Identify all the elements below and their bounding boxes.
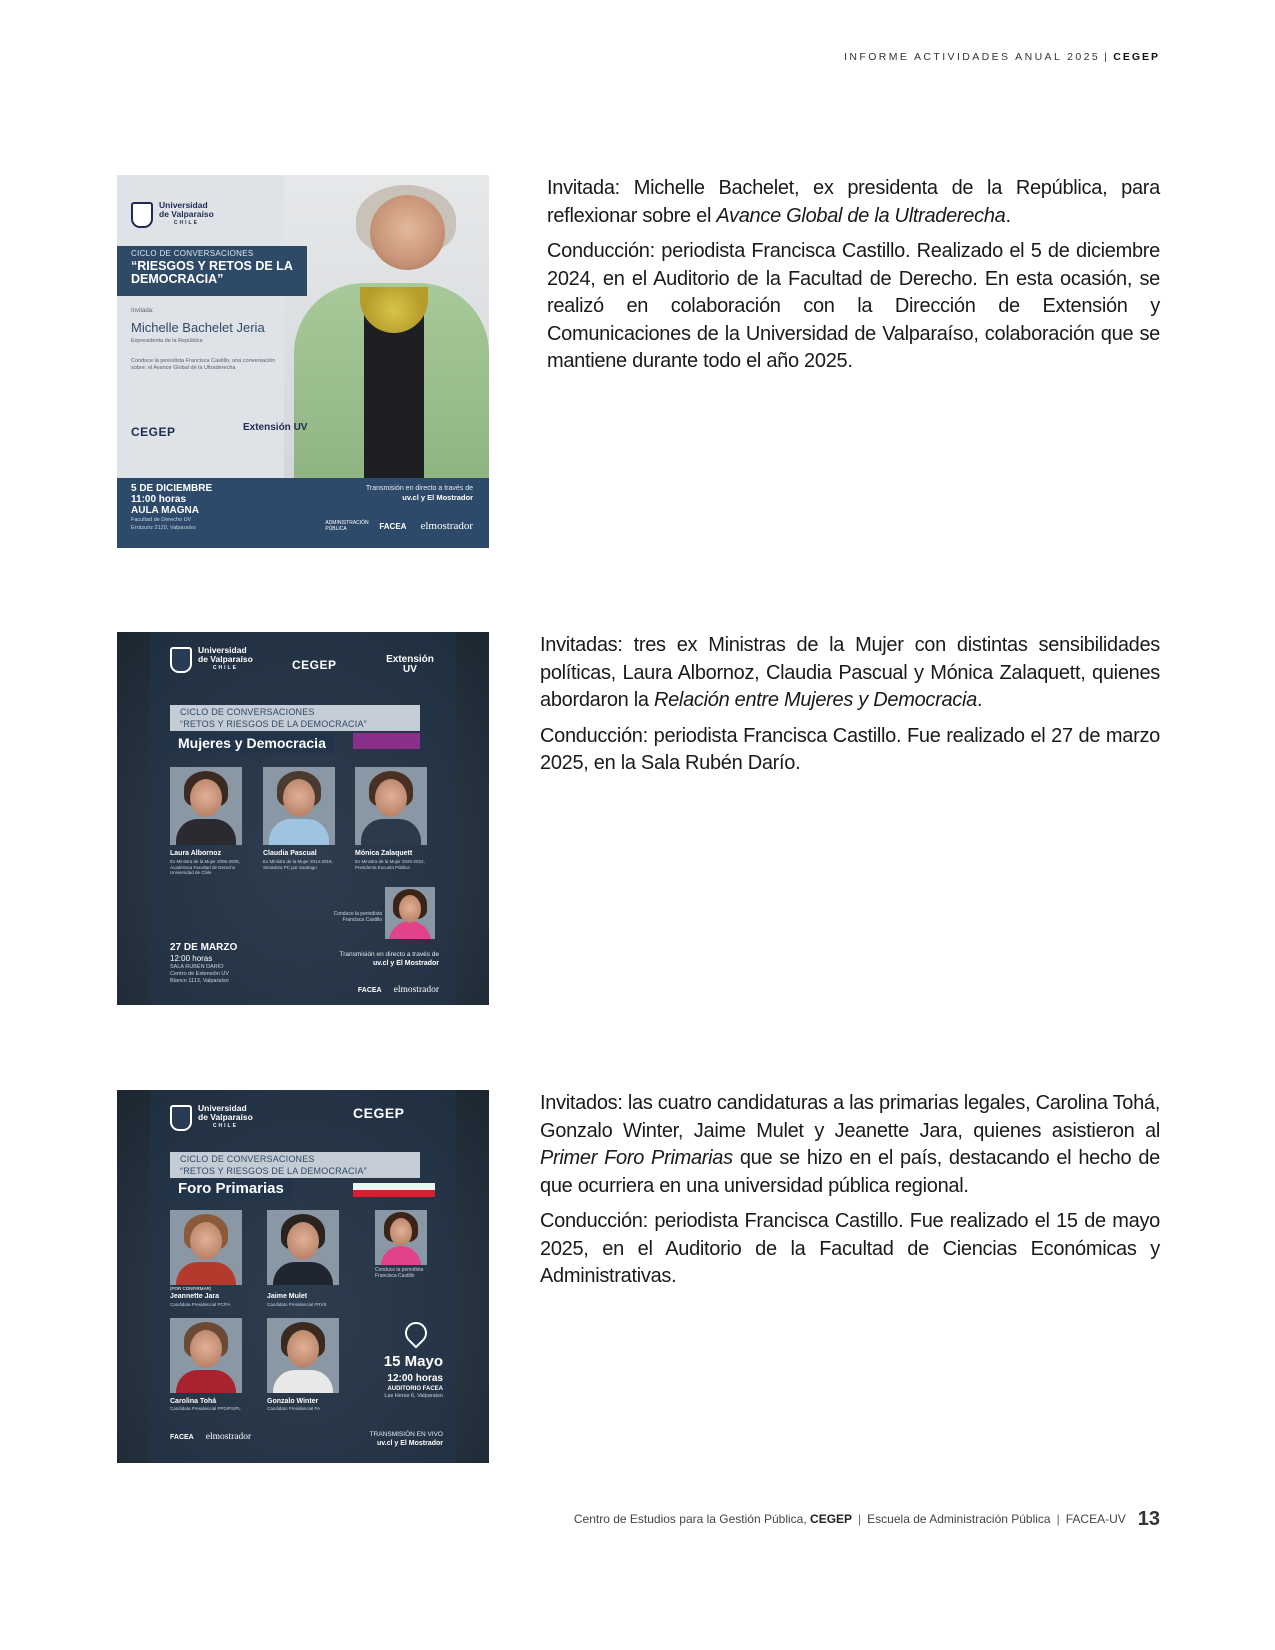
portrait-castillo — [385, 887, 435, 939]
person-name: Carolina Tohá — [170, 1398, 217, 1405]
running-header: INFORME ACTIVIDADES ANUAL 2025 | CEGEP — [844, 51, 1160, 63]
person-role: Ex Ministra de la Mujer 2006-2009, Académica Facultad de Derecho Universidad de Chile — [170, 859, 240, 875]
poster-title-band: CICLO DE CONVERSACIONES “RIESGOS Y RETOS DE LA DEMOCRACIA” — [117, 246, 307, 296]
event-entry-mujeres — [117, 632, 1160, 1007]
event-entry-foro-primarias — [117, 1090, 1160, 1465]
pending-badge: (POR CONFIRMAR) — [170, 1286, 212, 1291]
extension-uv-logo: Extensión UV — [243, 422, 308, 433]
header-org: CEGEP — [1113, 51, 1160, 63]
uv-crest-icon — [131, 202, 153, 228]
guest-role: Expresidenta de la República — [131, 338, 203, 344]
page-number: 13 — [1137, 1508, 1160, 1530]
uv-logo: Universidad de Valparaíso CHILE — [131, 201, 214, 228]
uv-crest-icon — [170, 1105, 192, 1131]
portrait-toha — [170, 1318, 242, 1393]
portrait-mulet — [267, 1210, 339, 1285]
event-description — [547, 175, 1160, 384]
extension-uv-logo: Extensión UV — [386, 654, 434, 675]
portrait-albornoz — [170, 767, 242, 845]
footer-org: Centro de Estudios para la Gestión Pública, — [573, 1512, 807, 1526]
portrait-castillo — [375, 1210, 427, 1265]
footer-faculty: FACEA-UV — [1065, 1512, 1126, 1526]
poster-conduct: Conduce la periodista Francisca Castillo — [375, 1267, 424, 1279]
poster-date: 15 Mayo 12:00 horas AUDITORIO FACEA Las Heras 6, Valparaíso — [383, 1353, 443, 1399]
event-poster-bachelet — [117, 175, 489, 548]
poster-date: 5 DE DICIEMBRE 11:00 horas AULA MAGNA Facultad de Derecho UV Errázuriz 2120, Valparaíso — [131, 483, 213, 531]
person-role: Candidato Presidencial FA — [267, 1406, 321, 1411]
event-poster-mujeres — [117, 632, 489, 1005]
person-name: Laura Albornoz — [170, 850, 222, 857]
person-name: Claudia Pascual — [263, 850, 317, 857]
footer-school: Escuela de Administración Pública — [867, 1512, 1051, 1526]
portrait-winter — [267, 1318, 339, 1393]
event-conduct-paragraph: Conducción: periodista Francisca Castillo. Fue realizado el 27 de marzo 2025, en la Sala Rubén Darío. — [540, 724, 1160, 774]
cegep-logo: CEGEP — [353, 1105, 405, 1121]
event-guests-paragraph: Invitadas: tres ex Ministras de la Mujer con distintas sensibilidades políticas, Laura Albornoz, Claudia Pascual y Mónica Zalaquett, quienes abordaron la Relación entre Mujeres y Democracia. — [540, 634, 1160, 711]
person-role: Ex Ministra de la Mujer 2020-2022, Presidenta Escuela Pública — [355, 859, 425, 870]
poster-title-band: CICLO DE CONVERSACIONES “RETOS Y RIESGOS DE LA DEMOCRACIA” — [170, 1152, 420, 1178]
portrait-jara — [170, 1210, 242, 1285]
event-description — [540, 1090, 1160, 1299]
event-description — [540, 632, 1160, 786]
guest-photo — [284, 175, 489, 478]
guest-label: Invitada: — [131, 308, 154, 314]
poster-partner-logos: FACEA elmostrador — [170, 1432, 252, 1442]
page-footer: Centro de Estudios para la Gestión Pública, CEGEP | Escuela de Administración Pública | FACEA-UV 13 — [573, 1508, 1160, 1530]
poster-subject: Mujeres y Democracia — [170, 733, 334, 753]
person-name: Jeannette Jara — [170, 1293, 220, 1300]
portrait-zalaquett — [355, 767, 427, 845]
person-role: Candidato Presidencial FRVS — [267, 1302, 327, 1307]
event-conduct-paragraph: Conducción: periodista Francisca Castillo. Fue realizado el 15 de mayo 2025, en el Auditorio de la Facultad de Ciencias Económicas y Administrativas. — [540, 1210, 1160, 1287]
poster-conduct: Conduce la periodista Francisca Castillo — [333, 911, 382, 923]
poster-transmission: Transmisión en directo a través de uv.cl y El Mostrador — [339, 951, 439, 967]
event-poster-foro-primarias — [117, 1090, 489, 1463]
uv-crest-icon — [170, 647, 192, 673]
person-name: Gonzalo Winter — [267, 1398, 319, 1405]
poster-date: 27 DE MARZO 12:00 horas SALA RUBÉN DARÍO Centro de Extensión UV Blanco 1113, Valparaíso — [170, 942, 238, 984]
portrait-pascual — [263, 767, 335, 845]
person-name: Mónica Zalaquett — [355, 850, 413, 857]
person-role: Candidata Presidencial PPD/PS/PL — [170, 1406, 241, 1411]
event-conduct-paragraph: Conducción: periodista Francisca Castillo. Realizado el 5 de diciembre 2024, en el Auditorio de la Facultad de Derecho. En esta ocasión, se realizó en colaboración con la Dirección de Extensión y Comunicaciones de la Universidad de Valparaíso, colaboración que se mantiene durante todo el año 2025. — [547, 240, 1160, 372]
cegep-logo: CEGEP — [292, 658, 337, 672]
footer-org-acronym: CEGEP — [810, 1512, 853, 1526]
guest-name: Michelle Bachelet Jeria — [131, 320, 265, 335]
poster-transmission: TRANSMISIÓN EN VIVO uv.cl y El Mostrador — [369, 1431, 443, 1447]
person-role: Ex Ministra de la Mujer 2014-2018, Senadora PC por Santiago — [263, 859, 333, 870]
event-guests-paragraph: Invitada: Michelle Bachelet, ex presidenta de la República, para reflexionar sobre el Avance Global de la Ultraderecha. — [547, 177, 1160, 227]
report-title: INFORME ACTIVIDADES ANUAL 2025 — [844, 51, 1101, 63]
person-name: Jaime Mulet — [267, 1293, 308, 1300]
uv-logo: Universidad de Valparaíso CHILE — [170, 646, 253, 673]
person-role: Candidata Presidencial PC/FA — [170, 1302, 231, 1307]
poster-partner-logos: FACEA elmostrador — [357, 985, 439, 995]
poster-transmission: Transmisión en directo a través de uv.cl y El Mostrador — [365, 485, 473, 502]
poster-conduct: Conduce la periodista Francisca Castillo, una conversación sobre: el Avance Global de la Ultraderecha — [131, 358, 276, 371]
uv-logo: Universidad de Valparaíso CHILE — [170, 1104, 253, 1131]
event-guests-paragraph: Invitados: las cuatro candidaturas a las primarias legales, Carolina Tohá, Gonzalo Winter, Jaime Mulet y Jeanette Jara, quienes asistieron al Primer Foro Primarias que se hizo en el país, destacando el hecho de que ocurriera en una universidad pública regional. — [540, 1092, 1160, 1197]
cegep-logo: CEGEP — [131, 425, 176, 439]
poster-footer — [117, 478, 489, 548]
chile-flag-icon — [353, 1183, 435, 1197]
poster-subject: Foro Primarias — [170, 1178, 292, 1199]
event-entry-bachelet — [117, 175, 1160, 550]
poster-partner-logos: ADMINISTRACIÓN PÚBLICA FACEA elmostrador — [325, 520, 473, 532]
poster-title-band: CICLO DE CONVERSACIONES “RETOS Y RIESGOS DE LA DEMOCRACIA” — [170, 705, 420, 731]
